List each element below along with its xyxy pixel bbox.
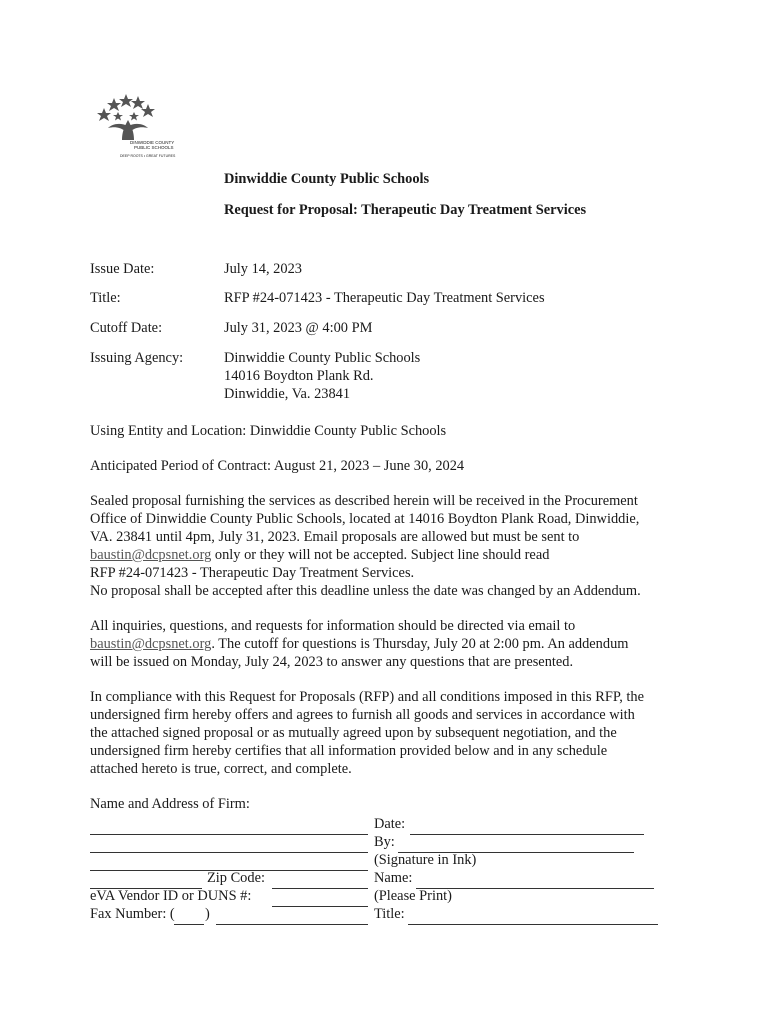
para2-line2-rest: . The cutoff for questions is Thursday, July 20 at 2:00 pm. An addendum (211, 636, 629, 652)
title-field[interactable] (408, 924, 658, 925)
para1-line3: VA. 23841 until 4pm, July 31, 2023. Email proposals are allowed but must be sent to (90, 529, 580, 545)
print-note: (Please Print) (374, 888, 452, 904)
para1-line5: RFP #24-071423 - Therapeutic Day Treatment Services. (90, 565, 415, 581)
issue-date-label: Issue Date: (90, 261, 155, 277)
cutoff-date-label: Cutoff Date: (90, 320, 163, 336)
zip-code-field[interactable] (272, 888, 368, 889)
issuing-agency-line3: Dinwiddie, Va. 23841 (224, 386, 351, 402)
email-link[interactable]: baustin@dcpsnet.org (90, 547, 212, 563)
eva-vendor-label: eVA Vendor ID or DUNS #: (90, 888, 252, 904)
rfp-title-heading: Request for Proposal: Therapeutic Day Treatment Services (224, 202, 587, 218)
cutoff-date-value: July 31, 2023 @ 4:00 PM (224, 320, 373, 336)
firm-address-line-2[interactable] (90, 852, 368, 853)
para3-line4: undersigned firm hereby certifies that all information provided below and in any schedule (90, 743, 608, 759)
fax-number-label: Fax Number: ( (90, 906, 175, 922)
fax-close-paren: ) (205, 906, 210, 922)
para3-line5: attached hereto is true, correct, and complete. (90, 761, 352, 777)
para3-line3: the attached signed proposal or as mutually agreed upon by subsequent negotiation, and the (90, 725, 617, 741)
title-field-label: Title: (374, 906, 405, 922)
fax-number-field[interactable] (216, 924, 368, 925)
fax-area-code-field[interactable] (174, 924, 204, 925)
para1-line6: No proposal shall be accepted after this deadline unless the date was changed by an Addendum. (90, 583, 641, 599)
para1-line4 (90, 547, 549, 564)
title-value: RFP #24-071423 - Therapeutic Day Treatment Services (224, 290, 545, 306)
contract-period: Anticipated Period of Contract: August 21, 2023 – June 30, 2024 (90, 458, 465, 474)
para1-line1: Sealed proposal furnishing the services as described herein will be received in the Procurement (90, 493, 638, 509)
logo-name-line2: PUBLIC SCHOOLS (134, 145, 174, 150)
firm-name-address-label: Name and Address of Firm: (90, 796, 250, 812)
signature-note: (Signature in Ink) (374, 852, 477, 868)
para1-line4-rest: only or they will not be accepted. Subject line should read (211, 547, 550, 563)
logo-tagline: DEEP ROOTS • GREAT FUTURES (120, 154, 176, 158)
date-label: Date: (374, 816, 406, 832)
school-logo (92, 92, 207, 162)
eva-vendor-field[interactable] (272, 906, 368, 907)
title-label: Title: (90, 290, 121, 306)
name-label: Name: (374, 870, 413, 886)
para3-line2: undersigned firm hereby offers and agrees to furnish all goods and services in accordance with (90, 707, 635, 723)
issuing-agency-line2: 14016 Boydton Plank Rd. (224, 368, 374, 384)
organization-heading: Dinwiddie County Public Schools (224, 171, 430, 187)
issue-date-value: July 14, 2023 (224, 261, 302, 277)
using-entity: Using Entity and Location: Dinwiddie County Public Schools (90, 423, 447, 439)
para2-line2 (90, 636, 628, 653)
email-link[interactable]: baustin@dcpsnet.org (90, 636, 212, 652)
firm-address-line-1[interactable] (90, 834, 368, 835)
issuing-agency-label: Issuing Agency: (90, 350, 184, 366)
para2-line3: will be issued on Monday, July 24, 2023 to answer any questions that are presented. (90, 654, 574, 670)
by-label: By: (374, 834, 395, 850)
logo-name-line1: DINWIDDIE COUNTY (130, 140, 175, 145)
zip-code-label: Zip Code: (207, 870, 265, 886)
para1-line2: Office of Dinwiddie County Public Schools, located at 14016 Boydton Plank Road, Dinwiddie, (90, 511, 640, 527)
issuing-agency-line1: Dinwiddie County Public Schools (224, 350, 421, 366)
date-field[interactable] (410, 834, 644, 835)
para3-line1: In compliance with this Request for Proposals (RFP) and all conditions imposed in this RFP, the (90, 689, 645, 705)
para2-line1: All inquiries, questions, and requests for information should be directed via email to (90, 618, 576, 634)
